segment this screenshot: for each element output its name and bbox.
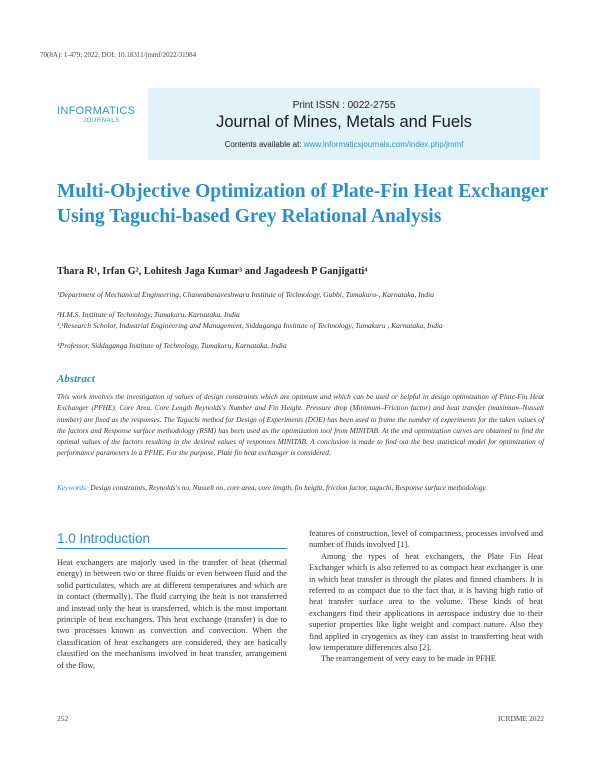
affiliation-4: ⁴Professor, Siddaganga Institute of Technology, Tumakuru, Karnataka, India	[57, 341, 287, 350]
journal-issn: Print ISSN : 0022-2755	[292, 100, 396, 111]
keywords-text: Design constraints, Reynolds's no, Nusselt no, core area, core length, fin height, friction factor, taguchi, Response surface methodology.	[90, 483, 487, 492]
keywords-label: Keywords:	[57, 483, 89, 492]
keywords	[57, 482, 544, 493]
journal-contents-line	[148, 140, 540, 149]
paragraph: Among the types of heat exchangers, the Plate Fin Heat Exchanger which is also referred to as compact heat exchanger is one in which heat transfer is through the plates and finned chambers. It is referred to as compact due to the fact that, it is having high ratio of heat transfer surface area to the volume. These kinds of heat exchangers find their applications in aerospace industry due to their superior properties like light weight and compact nature. Also they find applied in cryogenics as they can assist in transferring heat with low temperature differences also [2].	[309, 551, 543, 653]
paper-title: Multi-Objective Optimization of Plate-Fin Heat Exchanger Using Taguchi-based Grey Relational Analysis	[57, 181, 548, 227]
section-divider	[57, 548, 287, 549]
body-column-right	[309, 528, 543, 665]
author-list: Thara R¹, Irfan G², Lohitesh Jaga Kumar³ and Jagadeesh P Ganjigatti⁴	[57, 266, 368, 277]
page-number: 252	[57, 714, 69, 723]
abstract-text: This work involves the investigation of values of design constraints which are optimum and which can be used or helpful in design optimization of Plate-Fin Heat Exchanger (PFHE). Core Area, Core Length Reynolds's Number and Fin Height. Pressure drop (Minimum–Friction factor) and heat transfer (maximum–Nusselt number) are fixed as the responses. The Taguchi method for Design of Experiments (DOE) has been used to frame the number of experiments for the taken values of the factors and Response surface methodology (RSM) has been used as the optimization tool from MINITAB. At the end optimization curves are obtained to find the optimal values of the factors resulting in the desired values of responses MINITAB. A conclusion is made to find out the best statistical model for optimization of performance parameters in a PFHE. For the purpose, Plate fin heat exchanger is considered.	[57, 392, 544, 458]
journal-url-link[interactable]: www.informaticsjournals.com/index.php/jmmf	[303, 140, 464, 149]
affiliation-2: ²H.M.S. Institute of Technology, Tumakuru, Karnataka, India	[57, 310, 240, 319]
abstract-heading: Abstract	[57, 373, 95, 385]
logo-text: INFORMATICS	[57, 105, 136, 117]
citation-line: 70(8A): 1-479; 2022. DOI: 10.18311/jmmf/2022/31984	[40, 51, 197, 59]
body-column-left	[57, 557, 287, 671]
conference-footer: ICRDME 2022	[497, 714, 544, 723]
paragraph: features of construction, level of compactness, processes involved and number of fluids involved [1].	[309, 529, 543, 550]
contents-label: Contents available at:	[224, 140, 302, 149]
journal-title: Journal of Mines, Metals and Fuels	[216, 113, 472, 131]
affiliation-1: ¹Department of Mechanical Engineering, Channabasaveshwara Institute of Technology, Gubbi, Tumakuru-, Karnataka, India	[57, 290, 434, 299]
paragraph: Heat exchangers are majorly used in the transfer of heat (thermal energy) in between two or three fluids or even between fluid and the solid particulates, which are at different temperatures and which are in contact (thermally). The fluid carrying the heat is not transferred and instead only the heat is transferred, which is the most important principle of heat exchangers. This heat exchange (transfer) is due to two processes known as convection and convection. When the classification of heat exchangers are considered, they are basically classified on the mechanisms involved in heat transfer, arrangement of the flow,	[57, 558, 287, 670]
affiliation-3: ³,¹Research Scholor, Industrial Engineering and Management, Siddaganga Institute of Technology, Tumakuru , Karnataka, India	[57, 321, 443, 330]
section-heading-introduction: 1.0 Introduction	[57, 531, 151, 546]
paragraph: The rearrangement of very easy to be made in PFHE	[321, 654, 496, 664]
publisher-logo	[57, 106, 145, 146]
logo-subtext: JOURNALS	[83, 118, 120, 124]
